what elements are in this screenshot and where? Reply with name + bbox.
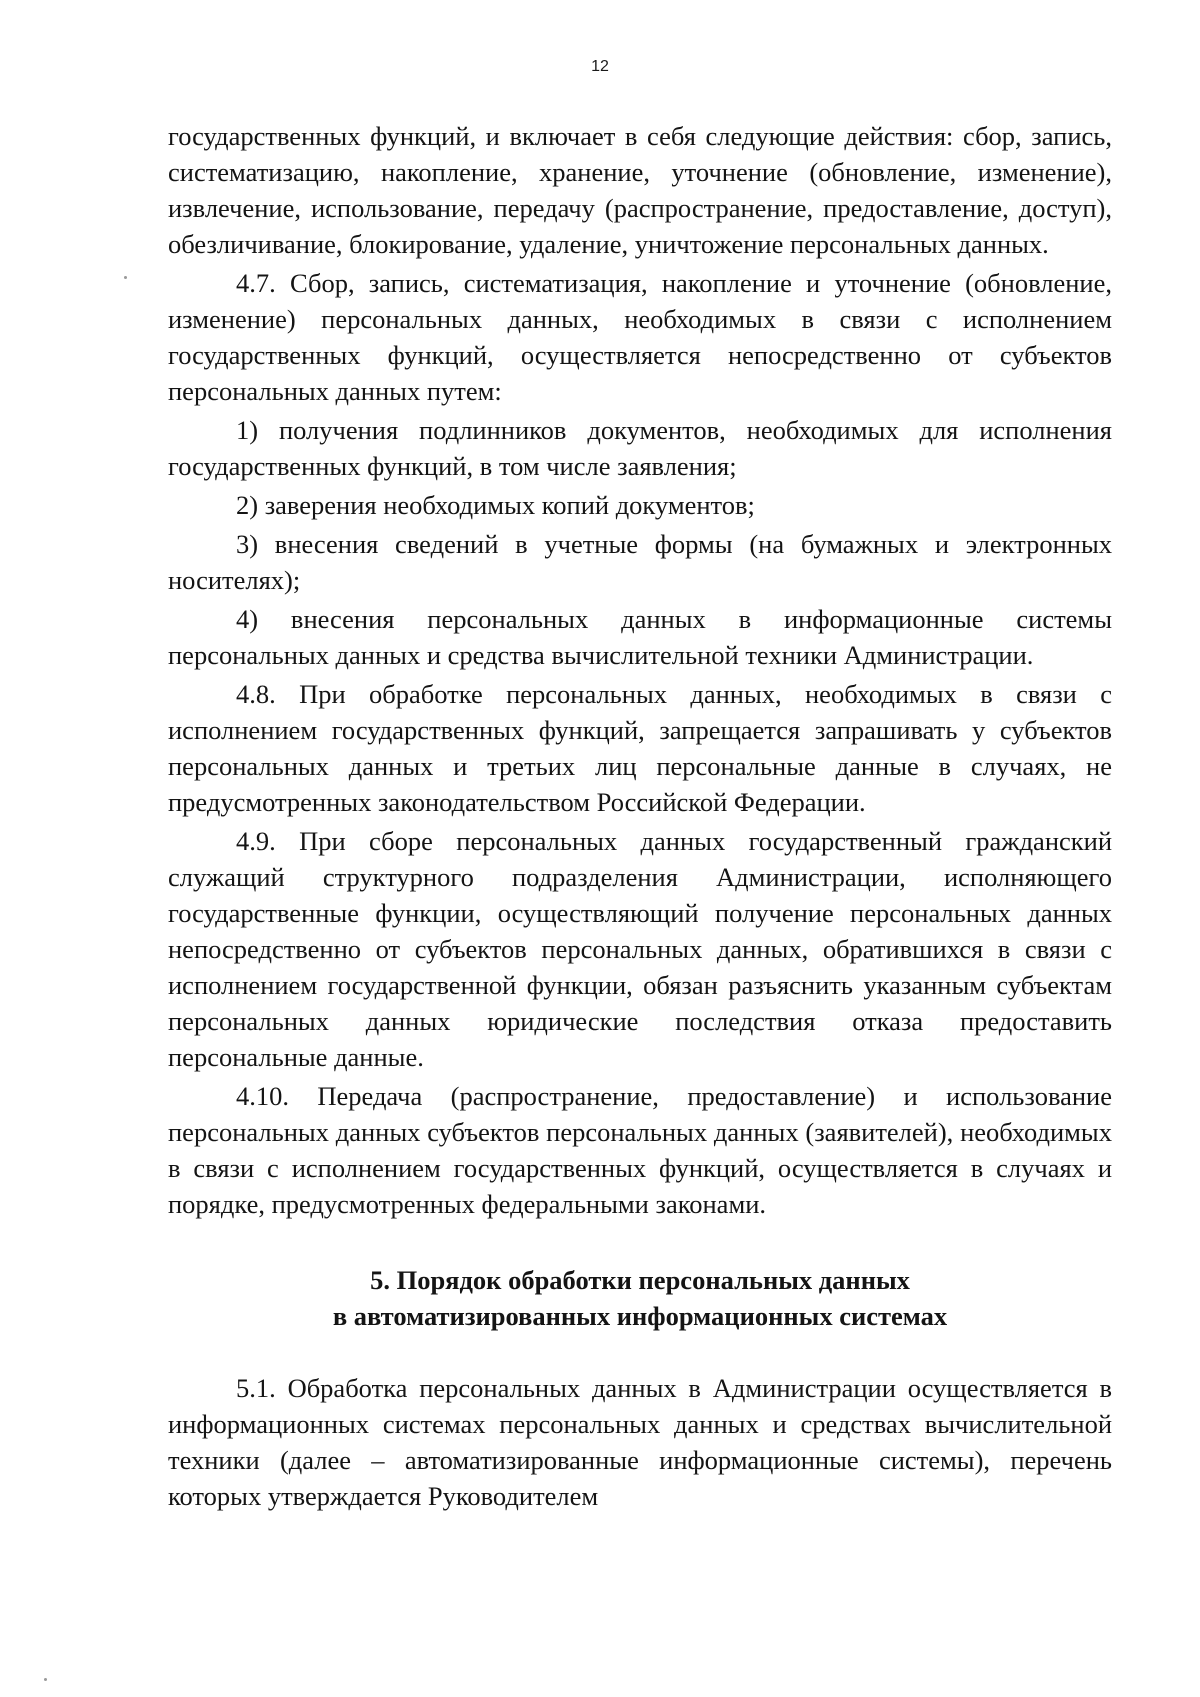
page-number: 12 xyxy=(591,58,609,75)
scan-speck xyxy=(44,1678,47,1681)
list-item-3: 3) внесения сведений в учетные формы (на бумажных и электронных носителях); xyxy=(168,529,1112,595)
list-item-1: 1) получения подлинников документов, необходимых для исполнения государственных функций, в том числе заявления; xyxy=(168,415,1112,481)
list-item-2: 2) заверения необходимых копий документов; xyxy=(236,490,755,520)
list-item-4: 4) внесения персональных данных в информационные системы персональных данных и средства вычислительной техники Администрации. xyxy=(168,604,1112,670)
paragraph-5-1: 5.1. Обработка персональных данных в Администрации осуществляется в информационных системах персональных данных и средствах вычислительной техники (далее – автоматизированные информационные системы), перечень которых утверждается Руководителем xyxy=(168,1373,1112,1511)
document-body xyxy=(168,118,1112,1517)
section-heading-line-2: в автоматизированных информационных системах xyxy=(332,1301,948,1331)
paragraph-4-7: 4.7. Сбор, запись, систематизация, накопление и уточнение (обновление, изменение) персональных данных, необходимых в связи с исполнением государственных функций, осуществляется непосредственно от субъектов персональных данных путем: xyxy=(168,268,1112,406)
section-5-heading xyxy=(168,1262,1112,1334)
paragraph-continuation: государственных функций, и включает в себя следующие действия: сбор, запись, систематизацию, накопление, хранение, уточнение (обновление, изменение), извлечение, использование, передачу (распространение, предоставление, доступ), обезличивание, блокирование, удаление, уничтожение персональных данных. xyxy=(168,121,1112,259)
paragraph-4-10: 4.10. Передача (распространение, предоставление) и использование персональных данных субъектов персональных данных (заявителей), необходимых в связи с исполнением государственных функций, осуществляется в случаях и порядке, предусмотренных федеральными законами. xyxy=(168,1081,1112,1219)
scan-speck xyxy=(124,276,127,279)
section-heading-line-1: 5. Порядок обработки персональных данных xyxy=(370,1265,910,1295)
paragraph-4-9: 4.9. При сборе персональных данных государственный гражданский служащий структурного подразделения Администрации, исполняющего государственные функции, осуществляющий получение персональных данных непосредственно от субъектов персональных данных, обратившихся в связи с исполнением государственной функции, обязан разъяснить указанным субъектам персональных данных юридические последствия отказа предоставить персональные данные. xyxy=(168,826,1112,1072)
paragraph-4-8: 4.8. При обработке персональных данных, необходимых в связи с исполнением государственных функций, запрещается запрашивать у субъектов персональных данных и третьих лиц персональные данные в случаях, не предусмотренных законодательством Российской Федерации. xyxy=(168,679,1112,817)
